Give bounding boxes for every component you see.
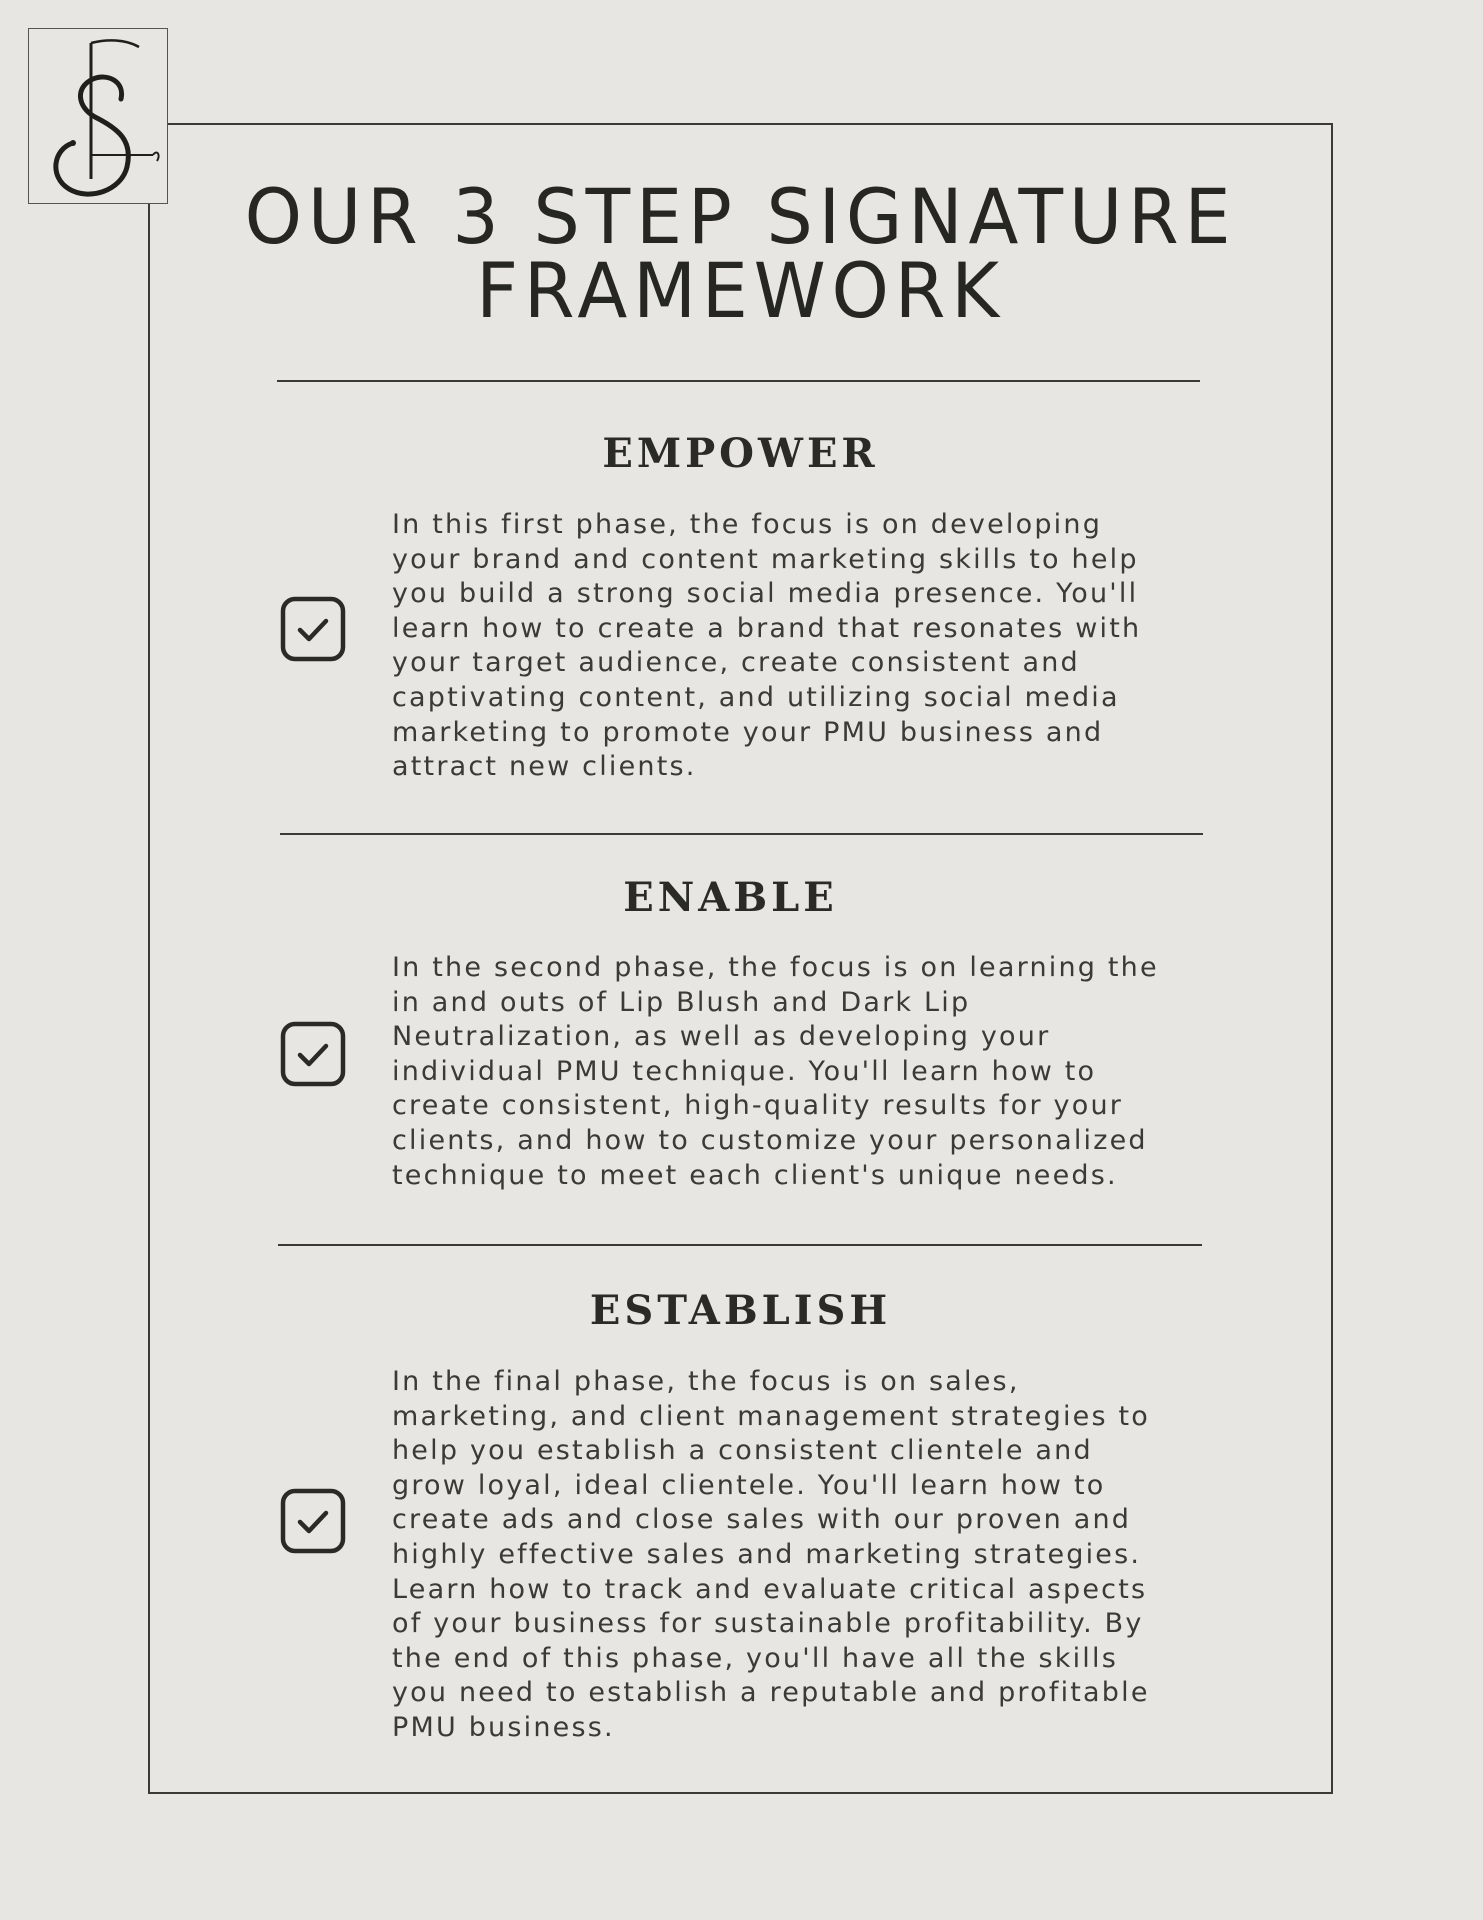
- section-heading-enable: ENABLE: [623, 874, 838, 921]
- section-body-empower: In this first phase, the focus is on developing your brand and content marketing skills to help you build a strong social media presence. You'll learn how to create a brand that resonates with your target audience, create consistent and captivating content, and utilizing social media marketing to promote your PMU business and attract new clients.: [392, 509, 1142, 783]
- divider: [277, 380, 1200, 382]
- page-title-line-2: FRAMEWORK: [476, 246, 1005, 335]
- divider: [278, 1244, 1202, 1246]
- checkbox-checked-icon: [280, 596, 346, 662]
- divider: [280, 833, 1203, 835]
- section-body-establish: In the final phase, the focus is on sales, marketing, and client management strategies to help you establish a consistent clientele and grow loyal, ideal clientele. You'll learn how to create ads and close sales with our proven and highly effective sales and marketing strategies. Learn how to track and evaluate critical aspects of your business for sustainable profitability. By the end of this phase, you'll have all the skills you need to establish a reputable and profitable PMU business.: [392, 1366, 1151, 1743]
- page-title: [172, 172, 1310, 335]
- checkbox-checked-icon: [280, 1488, 346, 1554]
- sf-monogram-logo: [28, 28, 168, 204]
- page-title-line-1: OUR 3 STEP SIGNATURE: [244, 172, 1237, 261]
- section-heading-empower: EMPOWER: [602, 430, 879, 477]
- section-heading-establish: ESTABLISH: [589, 1287, 892, 1334]
- checkbox-checked-icon: [280, 1021, 346, 1087]
- section-body-enable: In the second phase, the focus is on learning the in and outs of Lip Blush and Dark Lip Neutralization, as well as developing your individual PMU technique. You'll learn how to create consistent, high-quality results for your clients, and how to customize your personalized technique to meet each client's unique needs.: [392, 952, 1159, 1191]
